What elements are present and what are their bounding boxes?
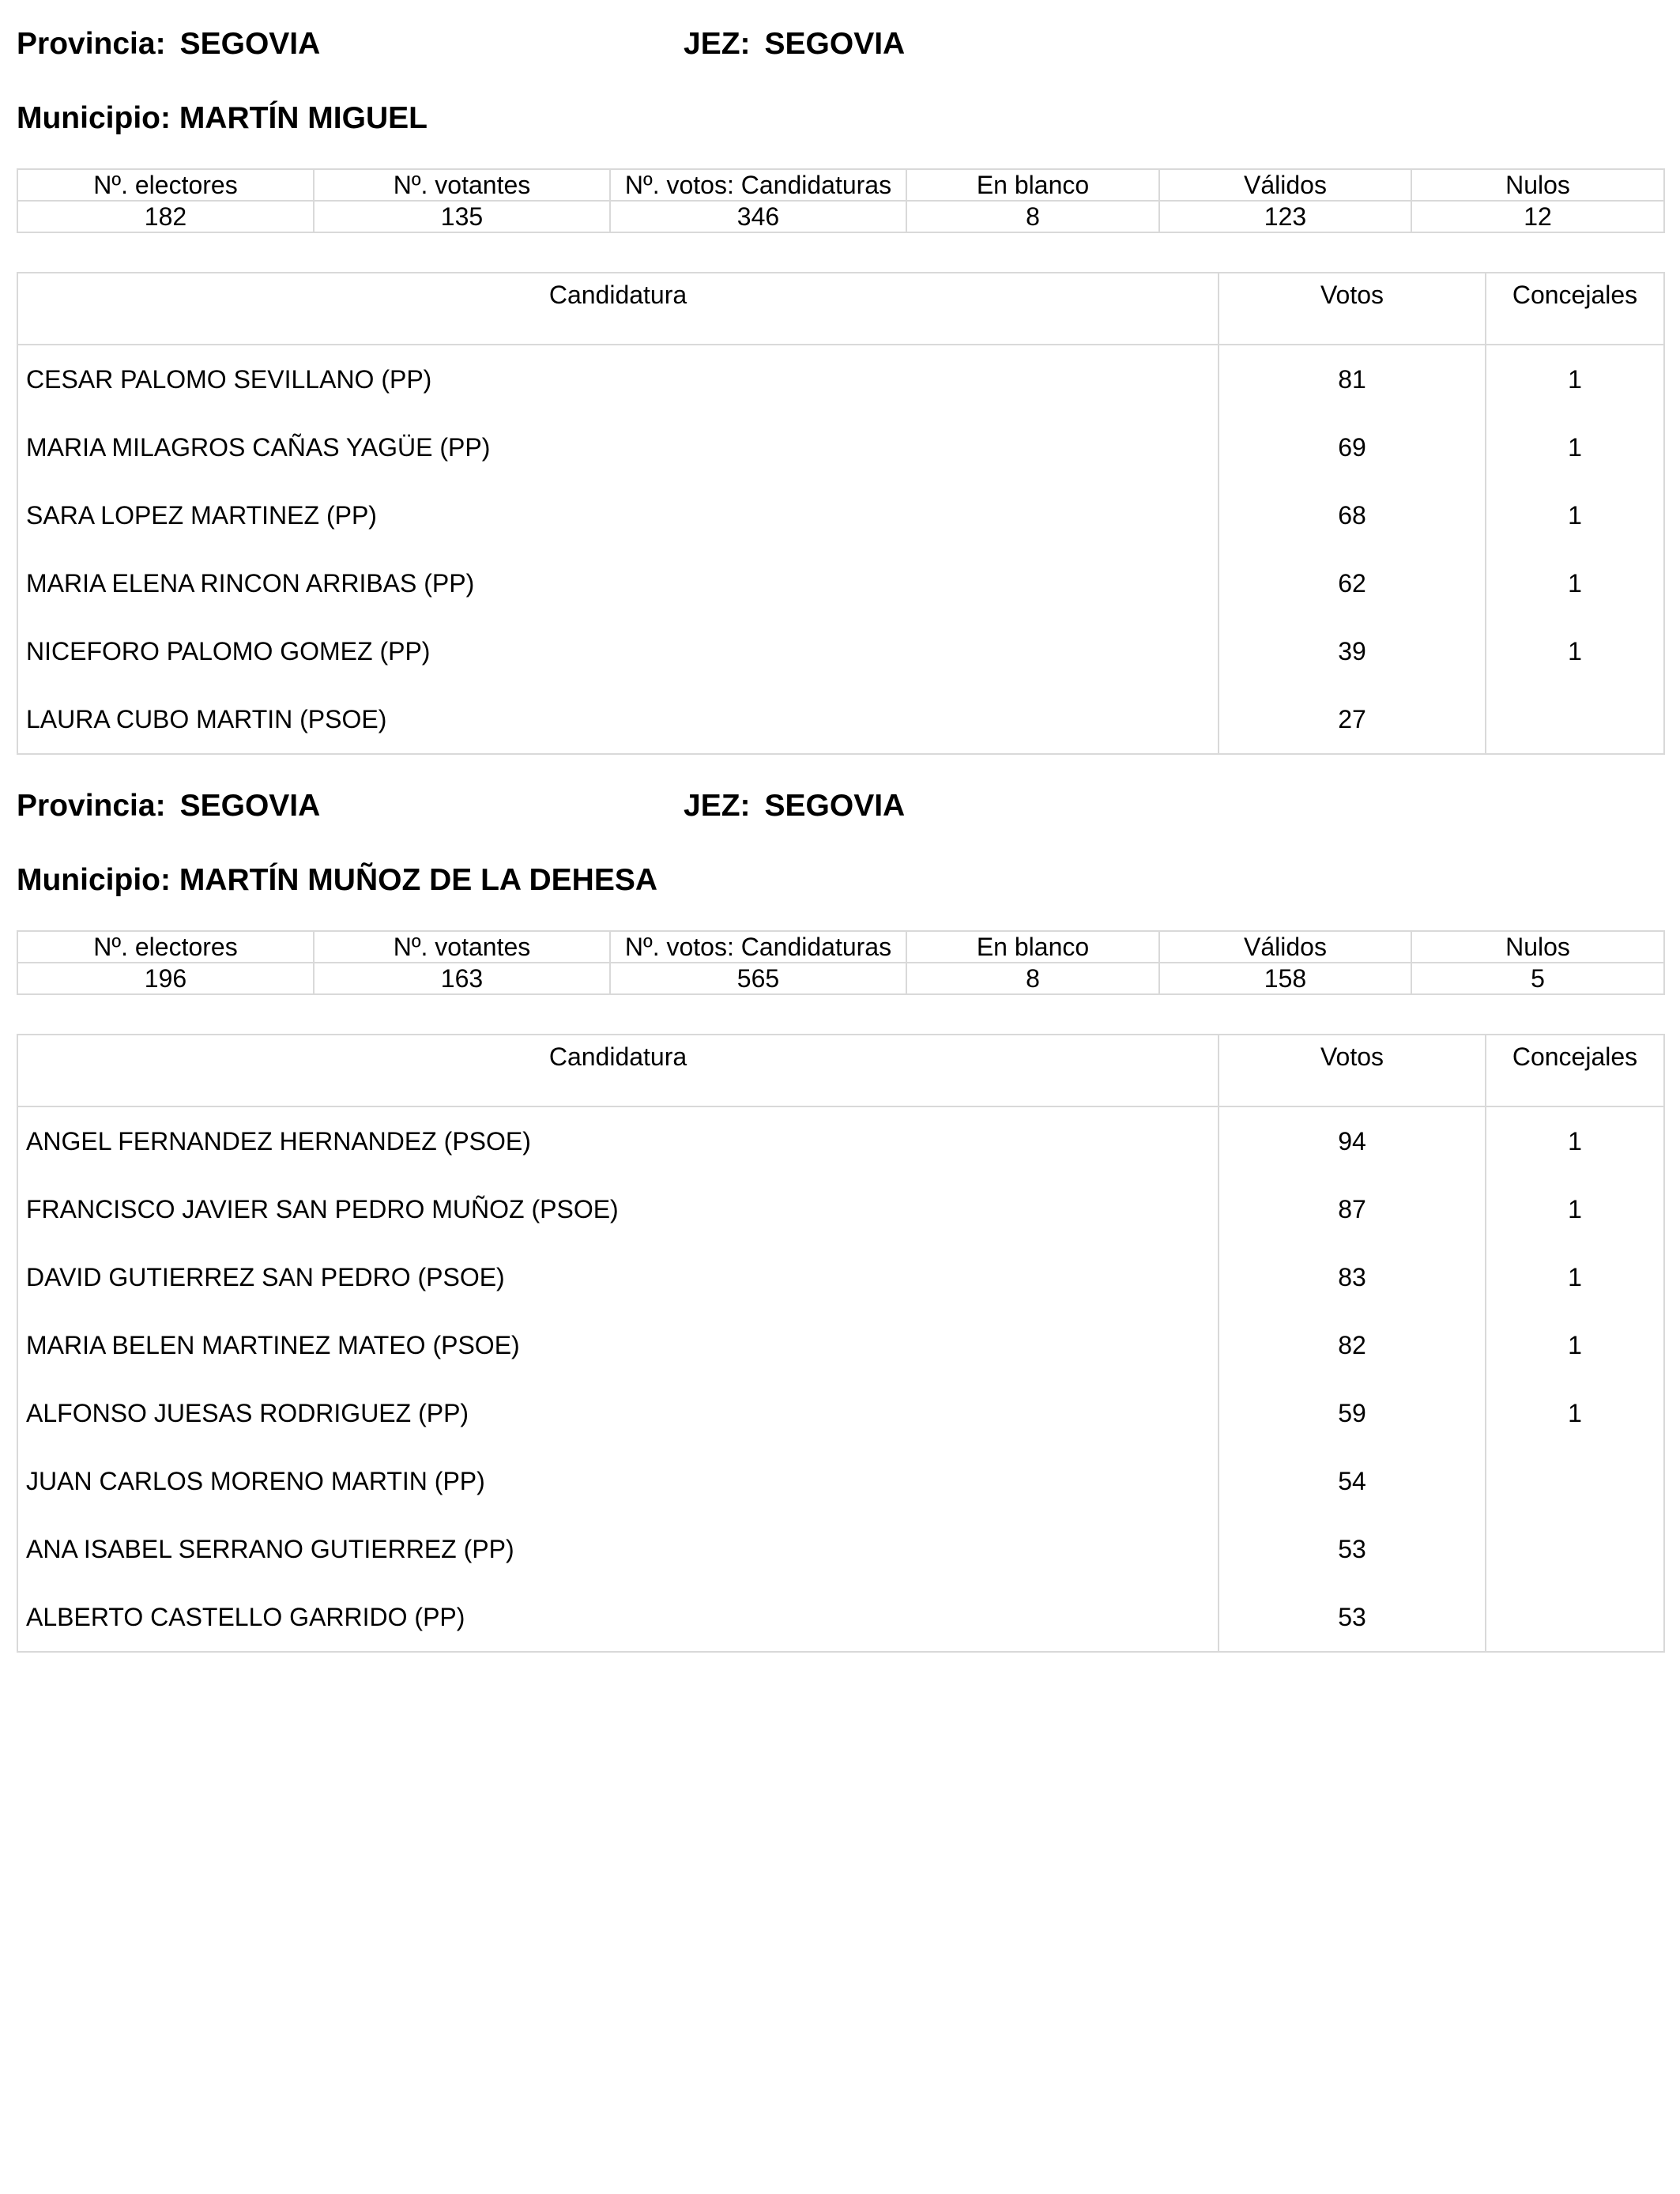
candidate-concejales xyxy=(1486,1583,1664,1652)
table-row xyxy=(17,617,1664,685)
stats-value-votos-candidaturas: 565 xyxy=(610,963,906,994)
candidate-concejales xyxy=(1486,685,1664,754)
provincia-value: SEGOVIA xyxy=(179,27,321,61)
table-row xyxy=(17,1379,1664,1447)
table-row xyxy=(17,549,1664,617)
candidate-name: ANA ISABEL SERRANO GUTIERREZ (PP) xyxy=(17,1515,1219,1583)
candidate-votos: 87 xyxy=(1219,1175,1486,1243)
table-row xyxy=(17,1106,1664,1175)
provincia-heading xyxy=(17,788,320,824)
candidatura-header: Candidatura xyxy=(17,273,1219,345)
stats-value-row xyxy=(17,201,1664,232)
stats-header-row xyxy=(17,931,1664,963)
stats-value-nulos: 5 xyxy=(1411,963,1664,994)
stats-value-en-blanco: 8 xyxy=(906,201,1159,232)
table-row xyxy=(17,345,1664,413)
votos-header: Votos xyxy=(1219,1035,1486,1106)
stats-header-votos-candidaturas: Nº. votos: Candidaturas xyxy=(610,169,906,201)
municipio-heading xyxy=(17,100,428,137)
stats-header-electores: Nº. electores xyxy=(17,169,314,201)
table-row xyxy=(17,481,1664,549)
candidate-concejales: 1 xyxy=(1486,1243,1664,1311)
table-row xyxy=(17,1515,1664,1583)
stats-header-en-blanco: En blanco xyxy=(906,169,1159,201)
table-row xyxy=(17,413,1664,481)
candidates-header-row xyxy=(17,1035,1664,1106)
votos-header: Votos xyxy=(1219,273,1486,345)
candidate-name: DAVID GUTIERREZ SAN PEDRO (PSOE) xyxy=(17,1243,1219,1311)
candidate-concejales: 1 xyxy=(1486,1311,1664,1379)
candidate-concejales xyxy=(1486,1515,1664,1583)
table-row xyxy=(17,1243,1664,1311)
table-row xyxy=(17,1311,1664,1379)
jez-label: JEZ: xyxy=(684,789,751,823)
candidates-table xyxy=(17,272,1665,755)
stats-header-nulos: Nulos xyxy=(1411,931,1664,963)
stats-value-nulos: 12 xyxy=(1411,201,1664,232)
candidate-votos: 39 xyxy=(1219,617,1486,685)
candidate-concejales: 1 xyxy=(1486,617,1664,685)
concejales-header: Concejales xyxy=(1486,273,1664,345)
candidate-name: MARIA ELENA RINCON ARRIBAS (PP) xyxy=(17,549,1219,617)
stats-value-votos-candidaturas: 346 xyxy=(610,201,906,232)
table-row xyxy=(17,685,1664,754)
candidate-votos: 82 xyxy=(1219,1311,1486,1379)
candidate-name: JUAN CARLOS MORENO MARTIN (PP) xyxy=(17,1447,1219,1515)
candidate-name: ALFONSO JUESAS RODRIGUEZ (PP) xyxy=(17,1379,1219,1447)
candidate-name: SARA LOPEZ MARTINEZ (PP) xyxy=(17,481,1219,549)
stats-value-votantes: 163 xyxy=(314,963,610,994)
candidate-concejales: 1 xyxy=(1486,345,1664,413)
jez-label: JEZ: xyxy=(684,27,751,61)
candidate-votos: 53 xyxy=(1219,1515,1486,1583)
table-row xyxy=(17,1447,1664,1515)
candidate-votos: 94 xyxy=(1219,1106,1486,1175)
candidates-header-row xyxy=(17,273,1664,345)
candidatura-header: Candidatura xyxy=(17,1035,1219,1106)
provincia-label: Provincia: xyxy=(17,27,166,61)
stats-header-nulos: Nulos xyxy=(1411,169,1664,201)
stats-value-row xyxy=(17,963,1664,994)
stats-header-en-blanco: En blanco xyxy=(906,931,1159,963)
candidate-votos: 81 xyxy=(1219,345,1486,413)
stats-table xyxy=(17,168,1665,233)
stats-header-votantes: Nº. votantes xyxy=(314,169,610,201)
candidate-name: LAURA CUBO MARTIN (PSOE) xyxy=(17,685,1219,754)
municipio-label: Municipio: xyxy=(17,101,171,135)
stats-header-votantes: Nº. votantes xyxy=(314,931,610,963)
provincia-value: SEGOVIA xyxy=(179,789,321,823)
municipio-value: MARTÍN MIGUEL xyxy=(179,101,428,135)
stats-header-row xyxy=(17,169,1664,201)
candidate-concejales xyxy=(1486,1447,1664,1515)
stats-value-validos: 123 xyxy=(1159,201,1411,232)
candidate-name: MARIA BELEN MARTINEZ MATEO (PSOE) xyxy=(17,1311,1219,1379)
stats-value-electores: 196 xyxy=(17,963,314,994)
stats-header-validos: Válidos xyxy=(1159,931,1411,963)
candidate-votos: 69 xyxy=(1219,413,1486,481)
stats-value-votantes: 135 xyxy=(314,201,610,232)
table-row xyxy=(17,1583,1664,1652)
candidate-concejales: 1 xyxy=(1486,549,1664,617)
provincia-heading xyxy=(17,26,320,62)
candidate-concejales: 1 xyxy=(1486,1106,1664,1175)
candidate-concejales: 1 xyxy=(1486,1175,1664,1243)
candidate-concejales: 1 xyxy=(1486,481,1664,549)
candidates-table xyxy=(17,1034,1665,1653)
candidate-votos: 68 xyxy=(1219,481,1486,549)
candidate-name: MARIA MILAGROS CAÑAS YAGÜE (PP) xyxy=(17,413,1219,481)
candidate-concejales: 1 xyxy=(1486,1379,1664,1447)
stats-header-validos: Válidos xyxy=(1159,169,1411,201)
candidate-votos: 54 xyxy=(1219,1447,1486,1515)
candidate-votos: 62 xyxy=(1219,549,1486,617)
stats-value-electores: 182 xyxy=(17,201,314,232)
candidate-votos: 27 xyxy=(1219,685,1486,754)
stats-header-electores: Nº. electores xyxy=(17,931,314,963)
candidate-name: ANGEL FERNANDEZ HERNANDEZ (PSOE) xyxy=(17,1106,1219,1175)
candidate-votos: 53 xyxy=(1219,1583,1486,1652)
jez-heading xyxy=(684,788,905,824)
stats-value-en-blanco: 8 xyxy=(906,963,1159,994)
candidate-name: ALBERTO CASTELLO GARRIDO (PP) xyxy=(17,1583,1219,1652)
jez-value: SEGOVIA xyxy=(764,27,906,61)
stats-table xyxy=(17,930,1665,995)
candidate-votos: 83 xyxy=(1219,1243,1486,1311)
stats-header-votos-candidaturas: Nº. votos: Candidaturas xyxy=(610,931,906,963)
candidate-concejales: 1 xyxy=(1486,413,1664,481)
jez-value: SEGOVIA xyxy=(764,789,906,823)
provincia-label: Provincia: xyxy=(17,789,166,823)
municipio-heading xyxy=(17,862,657,899)
stats-value-validos: 158 xyxy=(1159,963,1411,994)
candidate-name: FRANCISCO JAVIER SAN PEDRO MUÑOZ (PSOE) xyxy=(17,1175,1219,1243)
candidate-name: CESAR PALOMO SEVILLANO (PP) xyxy=(17,345,1219,413)
jez-heading xyxy=(684,26,905,62)
municipio-label: Municipio: xyxy=(17,863,171,897)
municipio-value: MARTÍN MUÑOZ DE LA DEHESA xyxy=(179,863,658,897)
concejales-header: Concejales xyxy=(1486,1035,1664,1106)
table-row xyxy=(17,1175,1664,1243)
candidate-votos: 59 xyxy=(1219,1379,1486,1447)
candidate-name: NICEFORO PALOMO GOMEZ (PP) xyxy=(17,617,1219,685)
